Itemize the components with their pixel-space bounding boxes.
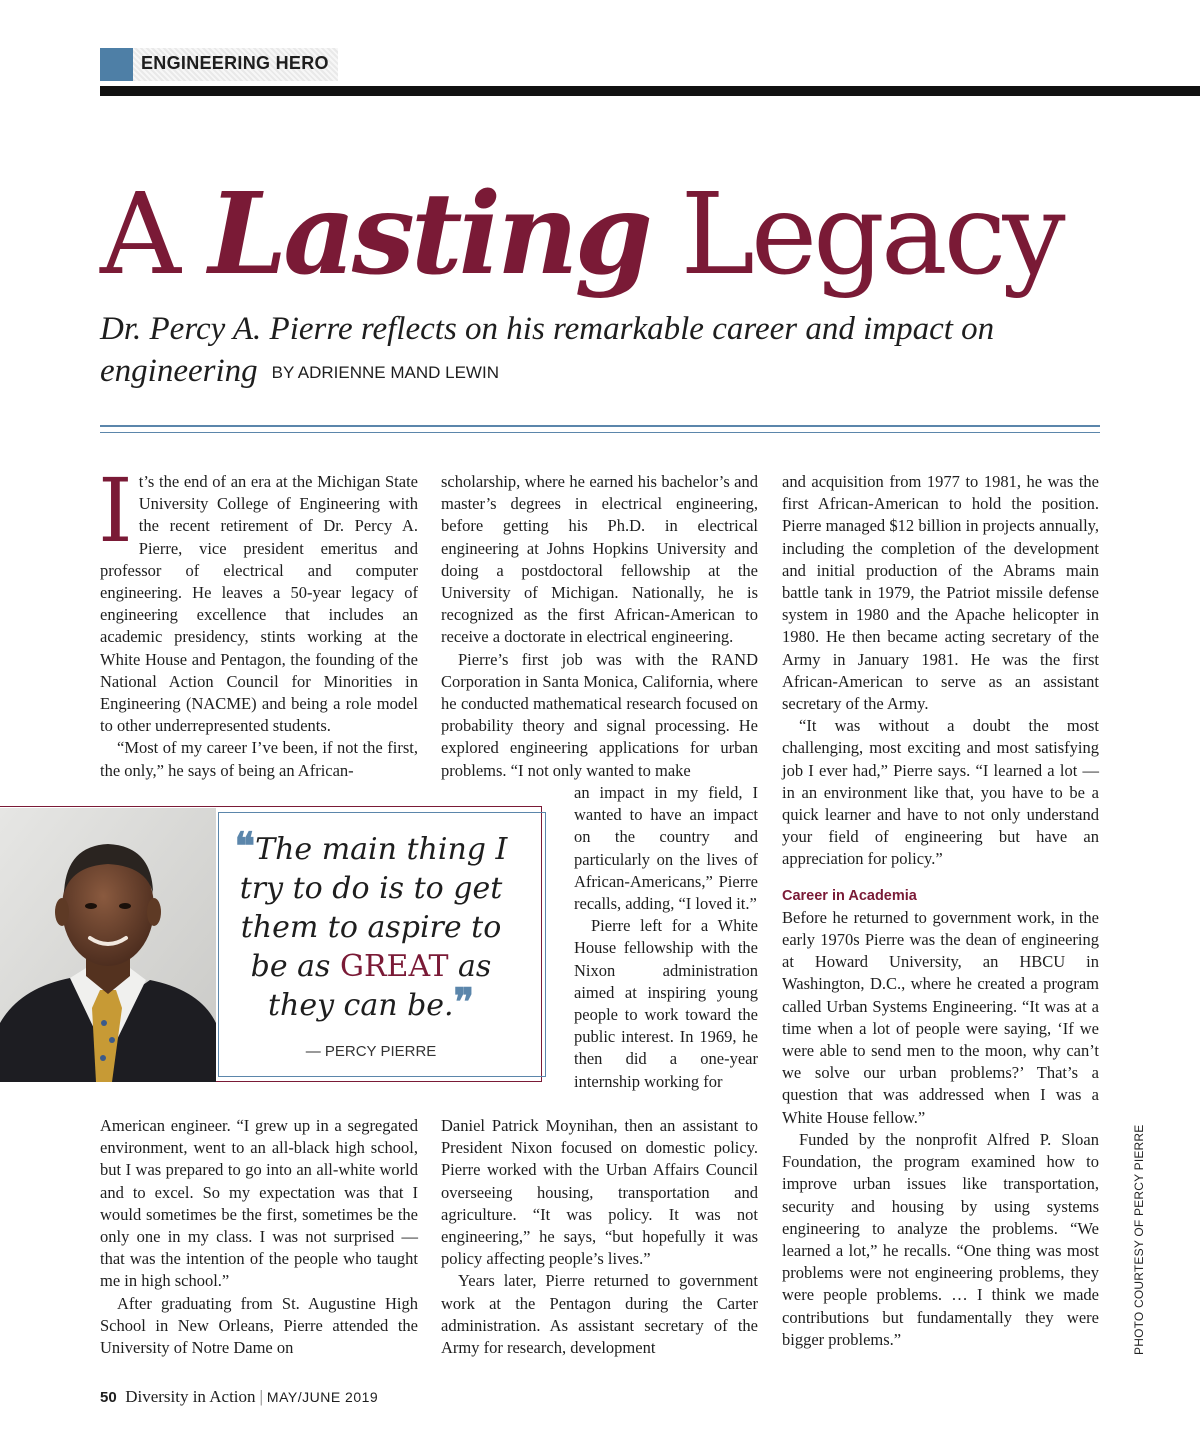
- pullquote-text: [220, 823, 522, 1025]
- paragraph: After graduating from St. Augustine High School in New Orleans, Pierre attended the University of Notre Dame on: [100, 1293, 418, 1358]
- paragraph: “Most of my career I’ve been, if not the first, the only,” he says of being an African-: [100, 738, 418, 780]
- headline-word-1: A: [100, 170, 177, 300]
- magazine-name: Diversity in Action: [125, 1387, 256, 1406]
- column-2-upper: [441, 471, 758, 782]
- issue-date: MAY/JUNE 2019: [266, 1389, 379, 1405]
- portrait-photo: [0, 808, 216, 1082]
- headline: [100, 165, 1062, 305]
- paragraph: Pierre left for a White House fellowship with the Nixon administration aimed at inspiring young people to work toward the public interest. In 1969, he then did a one-year internship working for: [574, 916, 758, 1091]
- pullquote-part-2: as they can be.: [267, 949, 492, 1023]
- portrait-illustration: [0, 808, 216, 1082]
- column-2-narrow: [574, 782, 758, 1093]
- paragraph: Funded by the nonprofit Alfred P. Sloan Foundation, the program examined how to improve urban issues like transportation, security and housing by using systems engineering to analyze the problems. “We learned a lot,” he recalls. “One thing was most problems were not engineering problems, they were people problems. … I think we made contributions but fundamentally they were bigger problems.”: [782, 1129, 1099, 1349]
- open-quote-icon: ❝: [234, 823, 256, 868]
- column-1-upper: [98, 459, 418, 782]
- paragraph: Daniel Patrick Moynihan, then an assistant to President Nixon focused on domestic policy. Pierre worked with the Urban Affairs Council overseeing housing, transportation and agriculture. “It was policy. It was not engineering,” he says, “but hopefully it was policy affecting people’s lives.”: [441, 1116, 758, 1269]
- pullquote-attribution: — PERCY PIERRE: [305, 1043, 437, 1060]
- subtitle-text: Dr. Percy A. Pierre reflects on his remarkable career and impact on engineering: [100, 311, 995, 389]
- paragraph: t’s the end of an era at the Michigan State University College of Engineering with the recent retirement of Dr. Percy A. Pierre, vice president emeritus and professor of electrical and computer engineering. He leaves a 50-year legacy of engineering excellence that includes an academic presidency, stints working at the White House and Pentagon, the founding of the National Action Council for Minorities in Engineering (NACME) and being a role model to other underrepresented students.: [100, 472, 418, 736]
- photo-credit: PHOTO COURTESY OF PERCY PIERRE: [1132, 1124, 1146, 1355]
- section-label: ENGINEERING HERO: [141, 53, 329, 73]
- paragraph: Before he returned to government work, in the early 1970s Pierre was the dean of engineering at Howard University, an HBCU in Washington, D.C., where he created a program called Urban Systems Engineering. “It was at a time when a lot of people were saying, ‘If we were able to send men to the moon, why can’t we solve our urban problems?’ That’s a question that was addressed when I was a White House fellow.”: [782, 907, 1099, 1127]
- column-2-lower: [441, 1115, 758, 1359]
- headline-word-3: Legacy: [680, 170, 1062, 300]
- paragraph: and acquisition from 1977 to 1981, he was the first African-American to hold the position. Pierre managed $12 billion in projects annually, including the completion of the development and initial production of the Abrams main battle tank in 1979, the Patriot missile defense system in 1980 and the Apache helicopter in 1980. He then became acting secretary of the Army in January 1981. He was the first African-American to serve as an assistant secretary of the Army.: [782, 472, 1099, 714]
- column-3: [782, 471, 1099, 1351]
- byline: BY ADRIENNE MAND LEWIN: [271, 363, 499, 383]
- paragraph: Pierre’s first job was with the RAND Corporation in Santa Monica, California, where he conducted mathematical research focused on probability theory and signal processing. He explored engineering applications for urban problems. “I not only wanted to make: [441, 649, 758, 780]
- paragraph: “It was without a doubt the most challenging, most exciting and most satisfying job I ever had,” Pierre says. “I learned a lot — in an environment like that, you have to be a quick learner and have to not only understand your field of engineering but have an appreciation for policy.”: [782, 716, 1099, 869]
- paragraph: American engineer. “I grew up in a segregated environment, went to an all-black high school, but I was prepared to go into an all-white world and to excel. So my expectation was that I would sometimes be the first, sometimes be the only one in my class. I was not surprised — that was the intention of the people who taught me in high school.”: [100, 1116, 418, 1291]
- footer-separator: |: [259, 1387, 263, 1406]
- top-rule: [100, 86, 1200, 96]
- page-footer: [100, 1387, 378, 1407]
- subhead-career-in-academia: Career in Academia: [782, 887, 917, 904]
- column-1-lower: [100, 1115, 418, 1359]
- subtitle: [100, 308, 1100, 394]
- paragraph: scholarship, where he earned his bachelor’s and master’s degrees in electrical engineering, before getting his Ph.D. in electrical engineering at Johns Hopkins University and doing a postdoctoral fellowship at the University of Michigan. Nationally, he is recognized as the first African-American to receive a doctorate in electrical engineering.: [441, 472, 758, 647]
- pullquote-part-1: The main thing I try to do is to get them to aspire to be as: [239, 832, 508, 984]
- divider-rule: [100, 425, 1100, 427]
- pullquote-emphasis: GREAT: [340, 949, 449, 984]
- drop-cap: I: [98, 459, 133, 562]
- paragraph: Years later, Pierre returned to government work at the Pentagon during the Carter administration. As assistant secretary of the Army for research, development: [441, 1271, 758, 1358]
- page-number: 50: [100, 1389, 117, 1406]
- close-quote-icon: ❞: [453, 979, 475, 1024]
- section-marker: [100, 48, 133, 81]
- paragraph: an impact in my field, I wanted to have an impact on the country and particularly on the lives of African-Americans,” Pierre recalls, adding, “I loved it.”: [574, 783, 758, 914]
- divider-rule-thin: [100, 432, 1100, 433]
- headline-word-2: Lasting: [208, 169, 649, 300]
